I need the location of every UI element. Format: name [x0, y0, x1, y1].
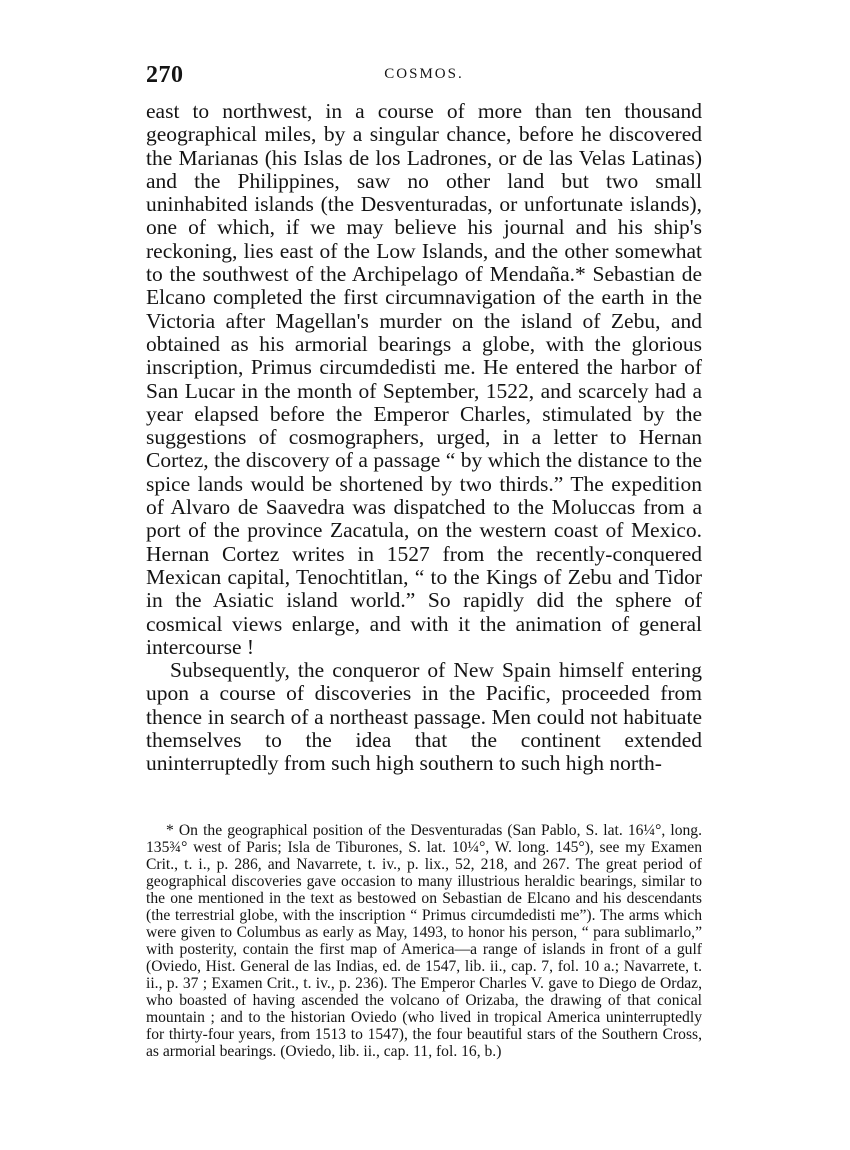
running-title: COSMOS.: [384, 66, 464, 82]
footnote-paragraph: * On the geographical position of the Desventuradas (San Pablo, S. lat. 16¼°, long. 135¾° west of Paris; Isla de Tiburones, S. lat. 10¼°, W. long. 145°), see my Examen Crit., t. i., p. 286, and Navarrete, t. iv., p. lix., 52, 218, and 267. The great period of geographical discoveries gave occasion to many illustrious heraldic bearings, similar to the one mentioned in the text as bestowed on Sebastian de Elcano and his descendants (the terrestrial globe, with the inscription “ Primus circumdedisti me”). The arms which were given to Columbus as early as May, 1493, to honor his person, “ para sublimarlo,” with posterity, contain the first map of America—a range of islands in front of a gulf (Oviedo, Hist. General de las Indias, ed. de 1547, lib. ii., cap. 7, fol. 10 a.; Navarrete, t. ii., p. 37 ; Examen Crit., t. iv., p. 236). The Emperor Charles V. gave to Diego de Ordaz, who boasted of having ascended the volcano of Orizaba, the drawing of that conical mountain ; and to the historian Oviedo (who lived in tropical America uninterruptedly for thirty-four years, from 1513 to 1547), the four beautiful stars of the Southern Cross, as armorial bearings. (Oviedo, lib. ii., cap. 11, fol. 16, b.): [146, 822, 702, 1060]
page-number: 270: [146, 62, 184, 88]
body-paragraph-2: Subsequently, the conqueror of New Spain himself entering upon a course of discoveries in the Pacific, proceeded from thence in search of a northeast passage. Men could not habituate themselves to the idea that the continent extended uninterruptedly from such high southern to such high north-: [146, 658, 702, 776]
running-head: [146, 62, 702, 92]
footnote: [146, 822, 702, 1060]
body-paragraph-1: east to northwest, in a course of more than ten thousand geographical miles, by a singular chance, before he discovered the Marianas (his Islas de los Ladrones, or de las Velas Latinas) and the Philippines, saw no other land but two small uninhabited islands (the Desventuradas, or unfortunate islands), one of which, if we may believe his journal and his ship's reckoning, lies east of the Low Islands, and the other somewhat to the southwest of the Archipelago of Mendaña.* Sebastian de Elcano completed the first circumnavigation of the earth in the Victoria after Magellan's murder on the island of Zebu, and obtained as his armorial bearings a globe, with the glorious inscription, Primus circumdedisti me. He entered the harbor of San Lucar in the month of September, 1522, and scarcely had a year elapsed before the Emperor Charles, stimulated by the suggestions of cosmographers, urged, in a letter to Hernan Cortez, the discovery of a passage “ by which the distance to the spice lands would be shortened by two thirds.” The expedition of Alvaro de Saavedra was dispatched to the Moluccas from a port of the province Zacatula, on the western coast of Mexico. Hernan Cortez writes in 1527 from the recently-conquered Mexican capital, Tenochtitlan, “ to the Kings of Zebu and Tidor in the Asiatic island world.” So rapidly did the sphere of cosmical views enlarge, and with it the animation of general intercourse !: [146, 99, 702, 659]
main-text: [146, 100, 702, 776]
